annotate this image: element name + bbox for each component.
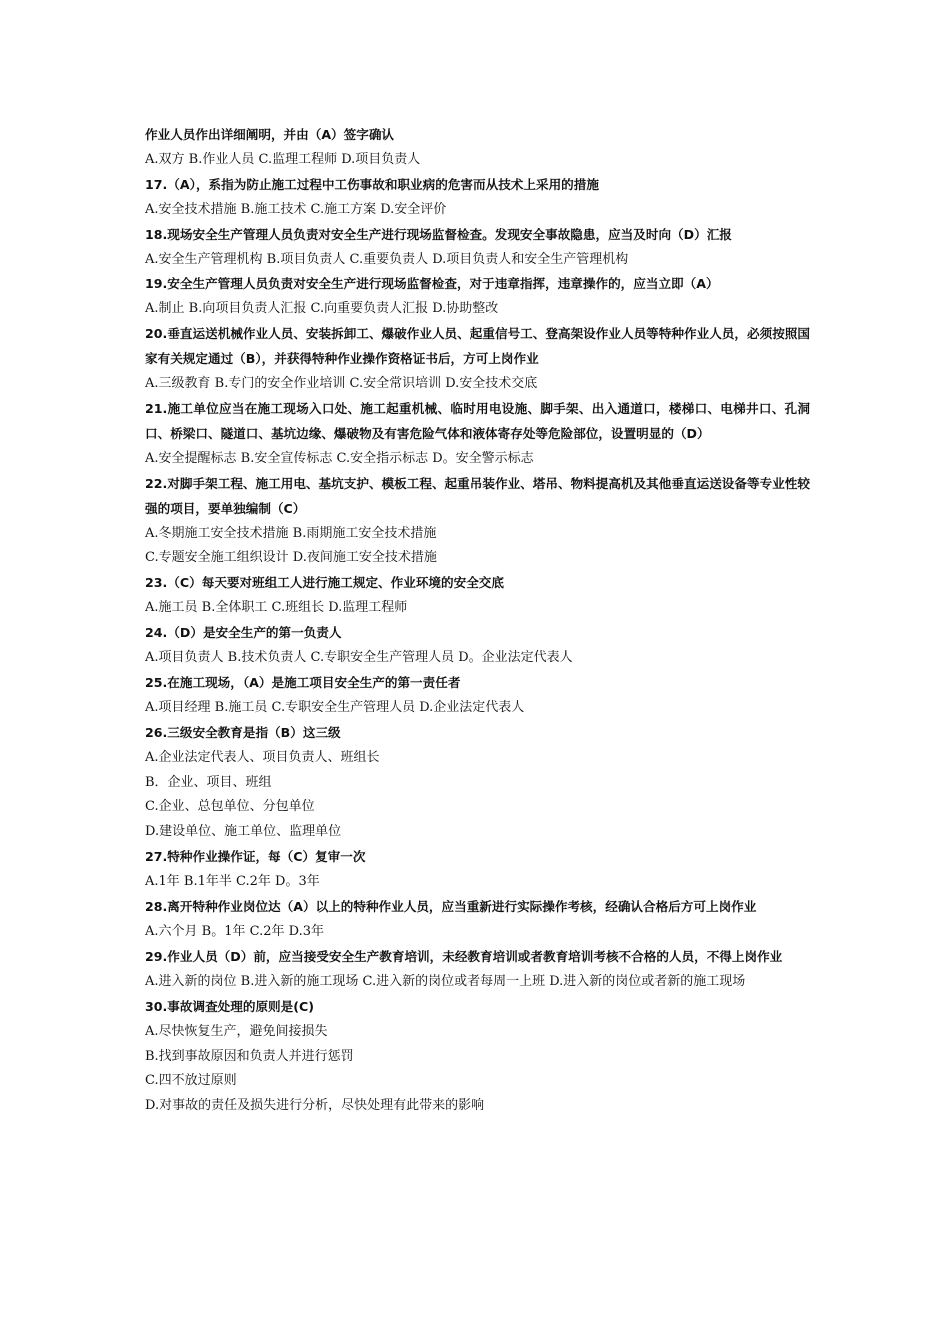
answer-options-17: A.安全技术措施 B.施工技术 C.施工方案 D.安全评价 <box>145 201 447 217</box>
answer-options-28: A.六个月 B。1年 C.2年 D.3年 <box>145 924 324 939</box>
answer-option-26-b: B．企业、项目、班组 <box>145 774 272 790</box>
answer-options-22-cd: C.专题安全施工组织设计 D.夜间施工安全技术措施 <box>145 550 437 566</box>
answer-options-20: A.三级教育 B.专门的安全作业培训 C.安全常识培训 D.安全技术交底 <box>145 376 538 392</box>
question-20: 20.垂直运送机械作业人员、安装拆卸工、爆破作业人员、起重信号工、登高架设作业人员等特种作业人员，必须按照国家有关规定通过（B），并获得特种作业操作资格证书后，方可上岗作业 <box>145 326 810 367</box>
answer-options-22-ab: A.冬期施工安全技术措施 B.雨期施工安全技术措施 <box>145 525 437 541</box>
question-23: 23.（C）每天要对班组工人进行施工规定、作业环境的安全交底 <box>145 575 504 591</box>
answer-options-23: A.施工员 B.全体职工 C.班组长 D.监理工程师 <box>145 600 408 616</box>
question-21: 21.施工单位应当在施工现场入口处、施工起重机械、临时用电设施、脚手架、出入通道口，楼梯口、电梯井口、孔洞口、桥梁口、隧道口、基坑边缘、爆破物及有害危险气体和液体寄存处等危险部位，设置明显的（D） <box>145 400 810 441</box>
question-24: 24.（D）是安全生产的第一负责人 <box>145 625 342 641</box>
question-28: 28.离开特种作业岗位达（A）以上的特种作业人员，应当重新进行实际操作考核，经确认合格后方可上岗作业 <box>145 899 757 915</box>
answer-options-18: A.安全生产管理机构 B.项目负责人 C.重要负责人 D.项目负责人和安全生产管理机构 <box>145 251 629 267</box>
answer-option-26-c: C.企业、总包单位、分包单位 <box>145 799 315 815</box>
question-22: 22.对脚手架工程、施工用电、基坑支护、模板工程、起重吊装作业、塔吊、物料提高机及其他垂直运送设备等专业性较强的项目，要单独编制（C） <box>145 475 810 516</box>
answer-options-27: A.1年 B.1年半 C.2年 D。3年 <box>145 874 320 890</box>
answer-option-26-a: A.企业法定代表人、项目负责人、班组长 <box>145 749 380 765</box>
answer-options-29: A.进入新的岗位 B.进入新的施工现场 C.进入新的岗位或者每周一上班 D.进入新的岗位或者新的施工现场 <box>145 973 746 989</box>
answer-options-24: A.项目负责人 B.技术负责人 C.专职安全生产管理人员 D。企业法定代表人 <box>145 650 573 666</box>
answer-options-19: A.制止 B.向项目负责人汇报 C.向重要负责人汇报 D.协助整改 <box>145 301 499 317</box>
question-19: 19.安全生产管理人员负责对安全生产进行现场监督检查，对于违章指挥，违章操作的，应当立即（A） <box>145 276 719 292</box>
answer-option-30-a: A.尽快恢复生产，避免间接损失 <box>145 1023 328 1039</box>
answer-options: A.双方 B.作业人员 C.监理工程师 D.项目负责人 <box>145 151 421 167</box>
question-18: 18.现场安全生产管理人员负责对安全生产进行现场监督检查。发现安全事故隐患，应当及时向（D）汇报 <box>145 226 732 242</box>
question-text: 作业人员作出详细阐明，并由（A）签字确认 <box>145 127 395 142</box>
answer-option-26-d: D.建设单位、施工单位、监理单位 <box>145 824 342 840</box>
question-29: 29.作业人员（D）前，应当接受安全生产教育培训，未经教育培训或者教育培训考核不合格的人员，不得上岗作业 <box>145 948 783 964</box>
question-26: 26.三级安全教育是指（B）这三级 <box>145 724 341 740</box>
answer-option-30-b: B.找到事故原因和负责人并进行惩罚 <box>145 1048 354 1064</box>
answer-options-25: A.项目经理 B.施工员 C.专职安全生产管理人员 D.企业法定代表人 <box>145 699 525 715</box>
answer-option-30-c: C.四不放过原则 <box>145 1073 237 1089</box>
question-27: 27.特种作业操作证，每（C）复审一次 <box>145 849 366 865</box>
answer-options-21: A.安全提醒标志 B.安全宣传标志 C.安全指示标志 D。安全警示标志 <box>145 450 534 466</box>
answer-option-30-d: D.对事故的责任及损失进行分析，尽快处理有此带来的影响 <box>145 1098 485 1114</box>
document-page <box>145 123 810 1119</box>
question-25: 25.在施工现场，（A）是施工项目安全生产的第一责任者 <box>145 674 461 690</box>
question-17: 17.（A），系指为防止施工过程中工伤事故和职业病的危害而从技术上采用的措施 <box>145 176 599 192</box>
question-30: 30.事故调查处理的原则是(C) <box>145 998 315 1014</box>
